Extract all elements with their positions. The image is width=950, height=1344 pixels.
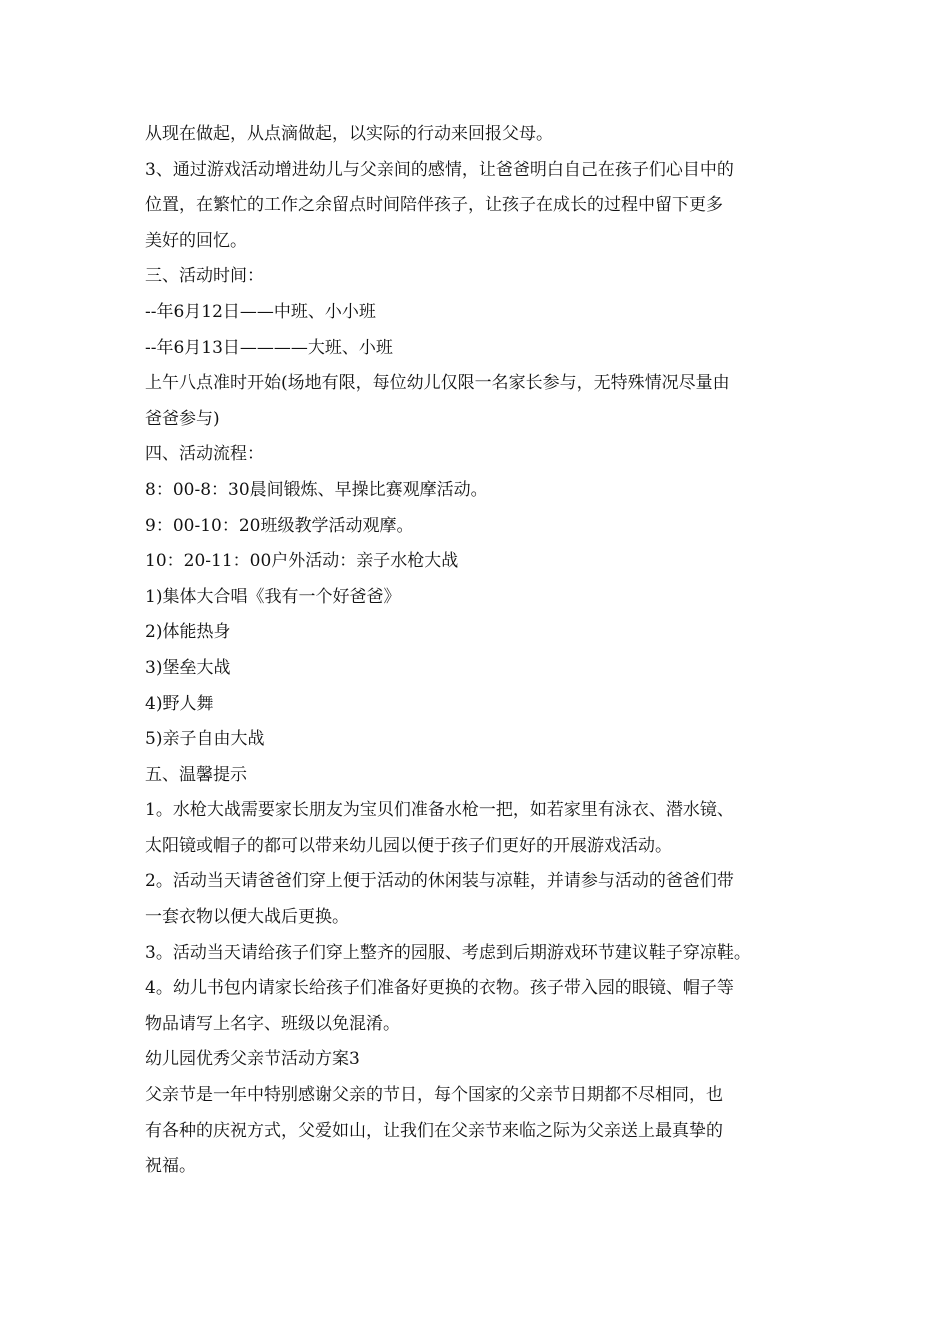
text-line: --年6月12日——中班、小小班	[145, 301, 376, 322]
text-line: 3、通过游戏活动增进幼儿与父亲间的感情，让爸爸明白自己在孩子们心目中的	[145, 159, 734, 180]
section-heading: 三、活动时间：	[145, 266, 264, 287]
text-line: 2。活动当天请爸爸们穿上便于活动的休闲装与凉鞋，并请参与活动的爸爸们带	[145, 871, 734, 892]
text-line: 上午八点准时开始(场地有限，每位幼儿仅限一名家长参与，无特殊情况尽量由	[145, 373, 730, 394]
text-line: 位置，在繁忙的工作之余留点时间陪伴孩子，让孩子在成长的过程中留下更多	[145, 195, 723, 216]
text-line: --年6月13日————大班、小班	[145, 337, 393, 358]
document-body	[145, 117, 835, 1185]
text-line: 4。幼儿书包内请家长给孩子们准备好更换的衣物。孩子带入园的眼镜、帽子等	[145, 978, 734, 999]
list-item: 1)集体大合唱《我有一个好爸爸》	[145, 586, 401, 607]
list-item: 5)亲子自由大战	[145, 729, 265, 750]
text-line: 美好的回忆。	[145, 230, 247, 251]
text-line: 物品请写上名字、班级以免混淆。	[145, 1013, 400, 1034]
text-line: 爸爸参与)	[145, 408, 220, 429]
list-item: 2)体能热身	[145, 622, 231, 643]
text-line: 1。水枪大战需要家长朋友为宝贝们准备水枪一把，如若家里有泳衣、潜水镜、	[145, 800, 734, 821]
text-line: 有各种的庆祝方式，父爱如山，让我们在父亲节来临之际为父亲送上最真挚的	[145, 1120, 723, 1141]
text-line: 太阳镜或帽子的都可以带来幼儿园以便于孩子们更好的开展游戏活动。	[145, 835, 672, 856]
text-line: 父亲节是一年中特别感谢父亲的节日，每个国家的父亲节日期都不尽相同，也	[145, 1085, 723, 1106]
section-heading: 五、温馨提示	[145, 764, 247, 785]
section-title: 幼儿园优秀父亲节活动方案3	[145, 1049, 360, 1070]
list-item: 4)野人舞	[145, 693, 214, 714]
list-item: 3)堡垒大战	[145, 657, 231, 678]
text-line: 一套衣物以便大战后更换。	[145, 907, 349, 928]
text-line: 祝福。	[145, 1156, 196, 1177]
text-line: 9：00-10：20班级教学活动观摩。	[145, 515, 414, 536]
section-heading: 四、活动流程：	[145, 444, 264, 465]
text-line: 8：00-8：30晨间锻炼、早操比赛观摩活动。	[145, 479, 488, 500]
text-line: 从现在做起，从点滴做起，以实际的行动来回报父母。	[145, 124, 553, 144]
text-line: 10：20-11：00户外活动：亲子水枪大战	[145, 551, 459, 572]
text-line: 3。活动当天请给孩子们穿上整齐的园服、考虑到后期游戏环节建议鞋子穿凉鞋。	[145, 942, 751, 963]
